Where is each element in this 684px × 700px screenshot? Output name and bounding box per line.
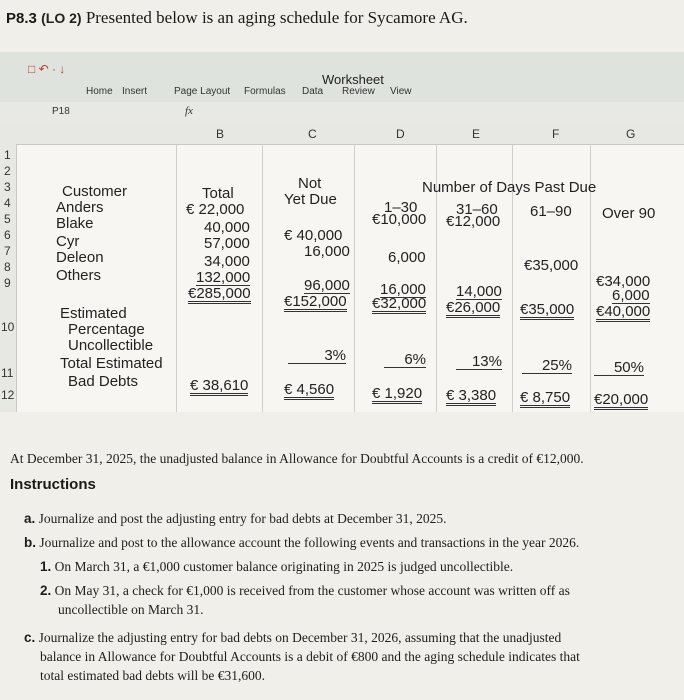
tab-insert[interactable]: Insert: [122, 86, 148, 97]
quick-access-toolbar[interactable]: □ ↶ · ↓: [28, 62, 66, 76]
row-header[interactable]: 11: [1, 366, 14, 380]
instructions-heading: Instructions: [10, 476, 96, 493]
d61-90-cell[interactable]: €35,000: [524, 257, 579, 274]
est-d31-60-cell[interactable]: € 3,380: [446, 387, 497, 404]
over90-cell[interactable]: €34,000: [596, 273, 651, 290]
total-d31-60-cell[interactable]: €26,000: [446, 299, 501, 316]
column-header-b[interactable]: B: [216, 127, 225, 141]
header-31-60[interactable]: 31–60: [456, 201, 498, 218]
tab-view[interactable]: View: [390, 86, 412, 97]
pct-not-yet-due[interactable]: 3%: [288, 348, 346, 364]
header-yet-due[interactable]: Yet Due: [284, 191, 337, 208]
learning-objective: (LO 2): [41, 10, 82, 26]
est-d61-90-cell[interactable]: € 8,750: [520, 389, 571, 406]
row-header[interactable]: 1: [4, 148, 11, 162]
instruction-b1: [40, 557, 513, 576]
instruction-b2-text-1: On May 31, a check for €1,000 is received from the customer whose account was written off as: [54, 583, 570, 598]
marker-a: a.: [24, 511, 36, 526]
marker-b1: 1.: [40, 559, 52, 574]
instruction-c-text-1: Journalize the adjusting entry for bad debts on December 31, 2026, assuming that the unadjusted: [38, 630, 562, 645]
instruction-c-text-3: total estimated bad debts will be €31,600.: [40, 668, 265, 683]
tab-home[interactable]: Home: [86, 86, 113, 97]
total-cell[interactable]: 132,000: [196, 269, 251, 286]
not-yet-due-cell[interactable]: 96,000: [304, 277, 350, 294]
column-header-c[interactable]: C: [308, 127, 317, 141]
total-cell[interactable]: 34,000: [204, 253, 250, 270]
schedule-cells: [0, 52, 684, 412]
pct-over90[interactable]: 50%: [594, 360, 644, 376]
instruction-b1-text: On March 31, a €1,000 customer balance originating in 2025 is judged uncollectible.: [54, 559, 514, 574]
column-header-g[interactable]: G: [626, 127, 636, 141]
tab-page-layout[interactable]: Page Layout: [174, 86, 231, 97]
marker-c: c.: [24, 630, 36, 645]
instruction-a: [24, 509, 447, 528]
problem-number: P8.3: [6, 10, 37, 27]
instruction-b: [24, 533, 579, 552]
pct-label-line2[interactable]: Percentage: [68, 321, 145, 338]
problem-text: Presented below is an aging schedule for Sycamore AG.: [85, 8, 468, 27]
instruction-a-text: Journalize and post the adjusting entry for bad debts at December 31, 2025.: [38, 511, 447, 526]
intro-text: At December 31, 2025, the unadjusted balance in Allowance for Doubtful Accounts is a credit of €12,000.: [10, 451, 584, 466]
d31-60-cell[interactable]: 14,000: [456, 283, 502, 300]
est-d1-30-cell[interactable]: € 1,920: [372, 385, 423, 402]
column-header-e[interactable]: E: [472, 127, 481, 141]
total-over90-cell[interactable]: €40,000: [596, 303, 651, 320]
total-cell[interactable]: 57,000: [204, 235, 250, 252]
instruction-b2: [40, 581, 570, 619]
spreadsheet: [0, 52, 684, 412]
marker-b2: 2.: [40, 583, 52, 598]
d31-60-cell[interactable]: €12,000: [446, 213, 501, 230]
row-header[interactable]: 8: [4, 260, 11, 274]
est-label-line2[interactable]: Bad Debts: [68, 373, 139, 390]
total-cell[interactable]: 40,000: [204, 219, 250, 236]
pct-label-line1[interactable]: Estimated: [60, 305, 127, 322]
row-header[interactable]: 12: [1, 388, 15, 402]
grand-total-cell[interactable]: €285,000: [188, 285, 251, 302]
problem-title: [6, 8, 468, 28]
row-header[interactable]: 10: [1, 320, 15, 334]
pct-d31-60[interactable]: 13%: [456, 354, 502, 370]
row-header[interactable]: 7: [4, 244, 11, 258]
marker-b: b.: [24, 535, 36, 550]
header-total[interactable]: Total: [202, 185, 234, 202]
est-label-line1[interactable]: Total Estimated: [60, 355, 163, 372]
total-not-yet-due-cell[interactable]: €152,000: [284, 293, 347, 310]
tab-review[interactable]: Review: [342, 86, 375, 97]
row-header[interactable]: 3: [4, 180, 11, 194]
header-61-90[interactable]: 61–90: [530, 203, 572, 220]
workbook-title: Worksheet: [322, 72, 384, 87]
est-over90-cell[interactable]: €20,000: [594, 391, 649, 408]
customer-name[interactable]: Anders: [56, 199, 104, 216]
not-yet-due-cell[interactable]: 16,000: [304, 243, 350, 260]
column-header-f[interactable]: F: [552, 127, 560, 141]
est-total-cell[interactable]: € 38,610: [190, 377, 249, 394]
customer-name[interactable]: Others: [56, 267, 102, 284]
header-customer[interactable]: Customer: [62, 183, 128, 200]
customer-name[interactable]: Blake: [56, 215, 94, 232]
header-1-30[interactable]: 1–30: [384, 199, 418, 216]
est-not-yet-due-cell[interactable]: € 4,560: [284, 381, 335, 398]
row-header[interactable]: 9: [4, 276, 11, 290]
d1-30-cell[interactable]: 16,000: [380, 281, 426, 298]
tab-data[interactable]: Data: [302, 86, 324, 97]
pct-d61-90[interactable]: 25%: [522, 358, 572, 374]
not-yet-due-cell[interactable]: € 40,000: [284, 227, 343, 244]
header-days-past-due[interactable]: Number of Days Past Due: [422, 179, 597, 196]
name-box[interactable]: P18: [52, 106, 70, 117]
instruction-b2-text-2: uncollectible on March 31.: [58, 602, 204, 617]
d1-30-cell[interactable]: 6,000: [388, 249, 426, 266]
row-header[interactable]: 5: [4, 212, 11, 226]
row-header[interactable]: 2: [4, 164, 11, 178]
row-header[interactable]: 6: [4, 228, 11, 242]
customer-name[interactable]: Deleon: [56, 249, 104, 266]
tab-formulas[interactable]: Formulas: [244, 86, 286, 97]
total-cell[interactable]: € 22,000: [186, 201, 245, 218]
header-over-90[interactable]: Over 90: [602, 205, 656, 222]
instruction-c-text-2: balance in Allowance for Doubtful Accounts is a debit of €800 and the aging schedule indicates that: [40, 649, 580, 664]
header-not[interactable]: Not: [298, 175, 322, 192]
fx-icon[interactable]: fx: [185, 105, 193, 117]
pct-label-line3[interactable]: Uncollectible: [68, 337, 154, 354]
customer-name[interactable]: Cyr: [56, 233, 80, 250]
column-header-d[interactable]: D: [396, 127, 405, 141]
total-d61-90-cell[interactable]: €35,000: [520, 301, 575, 318]
total-d1-30-cell[interactable]: €32,000: [372, 295, 427, 312]
instruction-b-text: Journalize and post to the allowance account the following events and transactions in the year 2026.: [39, 535, 580, 550]
row-header[interactable]: 4: [4, 196, 11, 210]
d1-30-cell[interactable]: €10,000: [372, 211, 427, 228]
over90-cell[interactable]: 6,000: [612, 287, 650, 304]
instruction-c: [24, 628, 580, 685]
pct-d1-30[interactable]: 6%: [384, 352, 426, 368]
